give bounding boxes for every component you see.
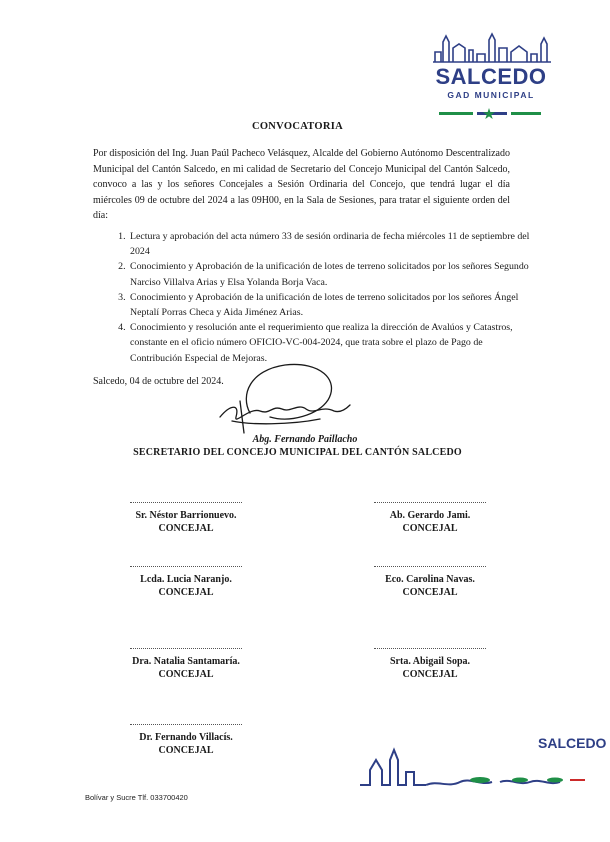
- agenda-item: 4. Conocimiento y resolución ante el requerimiento que realiza la dirección de Avalúos y Catastros, constante en el oficio número OFICIO-VC-004-2024, que trata sobre el plazo de Pago de Contribución Especial de Mejoras.: [128, 320, 530, 366]
- signatory-block: [350, 566, 510, 599]
- agenda-item: 3. Conocimiento y Aprobación de la unificación de lotes de terreno solicitados por los señores Ángel Neptalí Porras Checa y Aida Jiménez Arias.: [128, 290, 530, 320]
- signatory-role: CONCEJAL: [158, 587, 214, 598]
- signatory-name: Lcda. Lucia Naranjo.: [140, 574, 232, 585]
- document-title: CONVOCATORIA: [251, 121, 344, 132]
- signatory-block: [106, 502, 266, 535]
- signatory-name: Dra. Natalia Santamaría.: [132, 656, 240, 667]
- logo-wordmark: SALCEDO: [435, 64, 547, 89]
- signatory-name: Sr. Néstor Barrionuevo.: [135, 510, 237, 521]
- city-skyline-icon: [433, 30, 551, 64]
- signature-line: [130, 566, 242, 567]
- handwritten-signature: [210, 355, 360, 440]
- signatory-role: CONCEJAL: [402, 523, 458, 534]
- date-line: Salcedo, 04 de octubre del 2024.: [93, 376, 224, 387]
- signatory-role: CONCEJAL: [402, 669, 458, 680]
- signatory-role: CONCEJAL: [402, 587, 458, 598]
- signature-line: [130, 724, 242, 725]
- signatory-block: [350, 502, 510, 535]
- signature-line: [374, 648, 486, 649]
- agenda-list: [110, 229, 530, 366]
- footer-address: Bolívar y Sucre Tlf. 033700420: [85, 793, 188, 802]
- secretary-name: Abg. Fernando Paillacho: [252, 434, 358, 445]
- signatory-name: Dr. Fernando Villacís.: [139, 732, 233, 743]
- signatory-block: [106, 724, 266, 757]
- signatory-block: [106, 566, 266, 599]
- agenda-item: 1. Lectura y aprobación del acta número 33 de sesión ordinaria de fecha miércoles 11 de septiembre del 2024: [128, 229, 530, 259]
- signatory-block: [350, 648, 510, 681]
- agenda-item: 2. Conocimiento y Aprobación de la unificación de lotes de terreno solicitados por los señores Segundo Narciso Villalva Arias y Elsa Yolanda Borja Vaca.: [128, 259, 530, 289]
- signatory-role: CONCEJAL: [158, 523, 214, 534]
- logo-subtitle: GAD MUNICIPAL: [447, 90, 535, 100]
- signatory-block: [106, 648, 266, 681]
- signatory-role: CONCEJAL: [158, 669, 214, 680]
- signatory-role: CONCEJAL: [158, 745, 214, 756]
- salcedo-logo: [425, 30, 555, 120]
- signatory-name: Eco. Carolina Navas.: [385, 574, 475, 585]
- footer-logo-word: SALCEDO: [538, 735, 607, 751]
- city-skyline-decoration: [360, 730, 607, 790]
- star-icon: [483, 108, 495, 120]
- intro-paragraph: Por disposición del Ing. Juan Paúl Pacheco Velásquez, Alcalde del Gobierno Autónomo Descentralizado Municipal del Cantón Salcedo, en mi calidad de Secretario del Concejo Municipal del Cantón Salcedo, convoco a las y los señores Concejales a Sesión Ordinaria del Concejo, que tendrá lugar el día miércoles 09 de octubre del 2024 a las 09H00, en la Sala de Sesiones, para tratar el siguiente orden del día:: [93, 148, 510, 221]
- signature-line: [374, 566, 486, 567]
- signatory-name: Srta. Abigail Sopa.: [389, 656, 471, 667]
- signature-line: [374, 502, 486, 503]
- signature-line: [130, 648, 242, 649]
- logo-color-bars: [439, 102, 545, 105]
- secretary-role: SECRETARIO DEL CONCEJO MUNICIPAL DEL CANTÓN SALCEDO: [133, 447, 462, 458]
- signatory-name: Ab. Gerardo Jami.: [389, 510, 471, 521]
- signature-line: [130, 502, 242, 503]
